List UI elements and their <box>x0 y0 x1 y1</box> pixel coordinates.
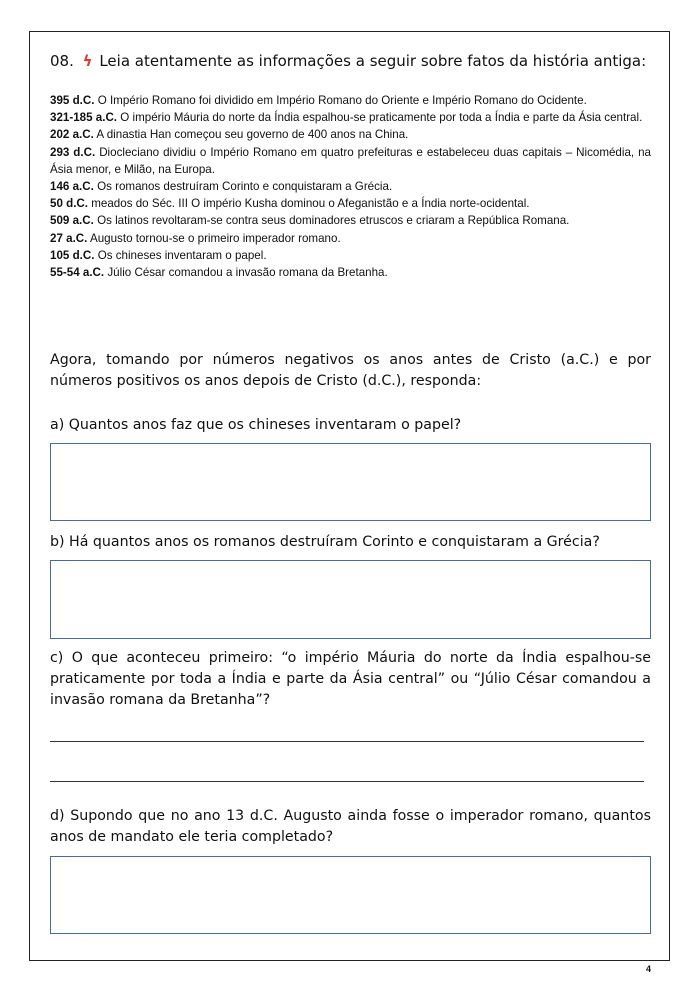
question-number: 08. <box>50 52 74 70</box>
fact-item: 105 d.C. Os chineses inventaram o papel. <box>50 248 267 262</box>
question-heading: Leia atentamente as informações a seguir sobre fatos da história antiga: <box>99 52 647 70</box>
fact-item: 146 a.C. Os romanos destruíram Corinto e conquistaram a Grécia. <box>50 180 393 194</box>
answer-box-a[interactable] <box>50 443 651 521</box>
question-c: c) O que aconteceu primeiro: “o império Máuria do norte da Índia espalhou-se praticamente por toda a Índia e parte da Ásia central” ou “Júlio César comandou a invasão romana da Bretanha”? <box>50 650 651 708</box>
fact-item: 50 d.C. meados do Séc. III O império Kusha dominou o Afeganistão e a Índia norte-ocidental. <box>50 197 530 211</box>
question-b: b) Há quantos anos os romanos destruíram Corinto e conquistaram a Grécia? <box>50 534 600 550</box>
fact-item: 27 a.C. Augusto tornou-se o primeiro imperador romano. <box>50 231 341 245</box>
answer-line-c-1[interactable] <box>50 741 644 742</box>
question-d: d) Supondo que no ano 13 d.C. Augusto ainda fosse o imperador romano, quantos anos de mandato ele teria completado? <box>50 808 651 845</box>
question-title <box>50 52 646 70</box>
answer-line-c-2[interactable] <box>50 781 644 782</box>
answer-box-b[interactable] <box>50 560 651 639</box>
lightning-bolt-icon: ϟ <box>82 52 93 70</box>
facts-list <box>50 92 651 281</box>
answer-box-d[interactable] <box>50 856 651 934</box>
question-a: a) Quantos anos faz que os chineses inventaram o papel? <box>50 417 462 433</box>
page-number: 4 <box>646 964 652 974</box>
fact-item: 509 a.C. Os latinos revoltaram-se contra seus dominadores etruscos e criaram a República Romana. <box>50 214 570 228</box>
fact-item: 293 d.C. Diocleciano dividiu o Império Romano em quatro prefeituras e estabeleceu duas capitais – Nicomédia, na Ásia menor, e Milão, na Europa. <box>50 145 651 176</box>
fact-item: 395 d.C. O Império Romano foi dividido em Império Romano do Oriente e Império Romano do Ocidente. <box>50 94 587 107</box>
fact-item: 321-185 a.C. O império Máuria do norte da Índia espalhou-se praticamente por toda a Índia e parte da Ásia central. <box>50 111 643 125</box>
fact-item: 202 a.C. A dinastia Han começou seu governo de 400 anos na China. <box>50 128 409 142</box>
fact-item: 55-54 a.C. Júlio César comandou a invasão romana da Bretanha. <box>50 266 388 280</box>
instruction-text: Agora, tomando por números negativos os anos antes de Cristo (a.C.) e por números positivos os anos depois de Cristo (d.C.), responda: <box>50 352 651 389</box>
